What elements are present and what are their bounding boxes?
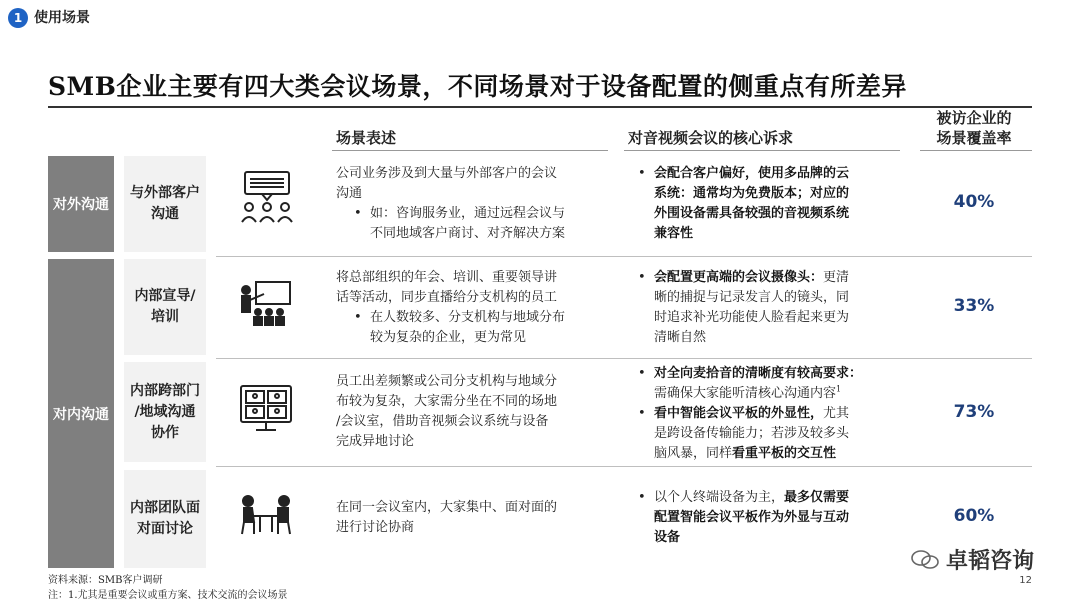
scene-name-line: 协作 [151, 424, 179, 441]
coverage-value: 73% [953, 402, 995, 422]
scene-description [336, 164, 612, 244]
face-to-face-meeting-icon [238, 494, 294, 538]
scene-name-line: 内部宣导/ [134, 288, 196, 304]
description-bullet-line: 较为复杂的企业，更为常见 [370, 330, 527, 345]
row-separator [216, 358, 1032, 359]
scene-name-line: 沟通 [151, 206, 179, 222]
scene-description [336, 268, 612, 348]
section-label: 使用场景 [34, 10, 90, 26]
requirement-text: 看中智能会议平板的外显性， [654, 406, 824, 421]
speech-bubble-group-icon [240, 170, 294, 226]
watermark [910, 544, 1034, 575]
requirement-text: 看重平板的交互性 [732, 446, 837, 461]
row-separator [216, 466, 1032, 467]
description-bullet [336, 204, 612, 244]
description-line: 员工出差频繁或公司分支机构与地域分 [336, 374, 558, 389]
header-requirement: 对音视频会议的核心诉求 [628, 129, 794, 147]
requirement-text: 时追求补光功能使人脸看起来更为 [654, 310, 850, 325]
scene-description [336, 372, 612, 452]
requirement-text: 系统：通常均为免费版本；对应的 [654, 186, 850, 201]
description-line: 公司业务涉及到大量与外部客户的会议 [336, 166, 558, 181]
requirement-item [628, 268, 898, 348]
requirement-text: 会配合客户偏好，使用多品牌的云 [654, 166, 850, 181]
wechat-icon [910, 548, 940, 572]
requirement-text: 兼容性 [654, 226, 694, 241]
scene-name-line: 内部跨部门 [130, 382, 200, 399]
requirement-item [628, 404, 898, 464]
group-external: 对外沟通 [48, 156, 114, 252]
requirement-text: 配置智能会议平板作为外显与互动 [654, 510, 850, 525]
group-internal: 对内沟通 [48, 259, 114, 568]
header-requirement-rule [624, 150, 900, 151]
requirement-text: 最多仅需要 [784, 490, 850, 505]
requirement-item [628, 364, 898, 404]
description-line: 沟通 [336, 186, 363, 201]
description-line: 进行讨论协商 [336, 520, 415, 535]
requirement-item [628, 164, 898, 244]
core-requirement [628, 164, 898, 244]
description-bullet-line: 在人数较多、分支机构与地域分布 [370, 310, 566, 325]
scene-name-cross-department [124, 362, 206, 462]
description-line: 布较为复杂，大家需分坐在不同的场地 [336, 394, 558, 409]
coverage-value: 33% [953, 296, 995, 316]
requirement-text: 设备 [654, 530, 681, 545]
requirement-text: 清晰自然 [654, 330, 707, 345]
header-coverage-line2: 场景覆盖率 [936, 129, 1012, 147]
description-bullet [336, 308, 612, 348]
watermark-text: 卓韬咨询 [946, 549, 1035, 574]
coverage-value: 60% [953, 506, 995, 526]
requirement-text: 以个人终端设备为主， [654, 490, 785, 505]
footer-source: 资料来源：SMB客户调研 [48, 575, 163, 586]
header-coverage [924, 108, 1024, 148]
requirement-text: 是跨设备传输能力；若涉及较多头 [654, 426, 850, 441]
requirement-text: 脑风暴，同样 [654, 446, 733, 461]
header-description-rule [332, 150, 608, 151]
scene-name-external-client [124, 156, 206, 252]
video-conference-screen-icon [238, 384, 294, 434]
title-underline [48, 106, 1032, 108]
scene-name-internal-training [124, 259, 206, 355]
requirement-text: 更清 [823, 270, 850, 285]
scene-name-line: 培训 [151, 309, 179, 325]
description-line: 将总部组织的年会、培训、重要领导讲 [336, 270, 558, 285]
description-bullet-line: 如：咨询服务业，通过远程会议与 [370, 206, 566, 221]
page-number: 12 [1019, 575, 1032, 586]
requirement-text: 尤其 [823, 406, 850, 421]
description-line: /会议室，借助音视频会议系统与设备 [336, 414, 549, 429]
section-number-badge: 1 [8, 8, 28, 28]
requirement-text: 晰的捕捉与记录发言人的镜头，同 [654, 290, 850, 305]
requirement-text: 需确保大家能听清核心沟通内容 [654, 386, 837, 401]
requirement-item [628, 488, 898, 548]
requirement-text: 外围设备需具备较强的音视频系统 [654, 206, 850, 221]
footnote-marker: 1 [836, 384, 842, 394]
scene-name-line: 对面讨论 [137, 521, 193, 537]
footer-note: 注：1.尤其是重要会议或重方案、技术交流的会议场景 [48, 590, 288, 601]
requirement-text: 会配置更高端的会议摄像头： [654, 270, 824, 285]
scene-name-line: /地域沟通 [134, 403, 196, 420]
description-bullet-line: 不同地域客户商讨、对齐解决方案 [370, 226, 566, 241]
core-requirement [628, 364, 898, 464]
scene-name-line: 与外部客户 [130, 185, 200, 201]
presentation-training-icon [238, 280, 294, 328]
scene-description [336, 498, 612, 538]
description-line: 完成异地讨论 [336, 434, 415, 449]
header-coverage-line1: 被访企业的 [936, 109, 1012, 127]
core-requirement [628, 488, 898, 548]
coverage-value: 40% [953, 192, 995, 212]
description-line: 在同一会议室内，大家集中、面对面的 [336, 500, 558, 515]
scene-name-line: 内部团队面 [130, 500, 200, 516]
header-coverage-rule [920, 150, 1032, 151]
header-description: 场景表述 [336, 129, 397, 147]
row-separator [216, 256, 1032, 257]
core-requirement [628, 268, 898, 348]
requirement-text: 对全向麦拾音的清晰度有较高要求： [654, 366, 863, 381]
description-line: 话等活动，同步直播给分支机构的员工 [336, 290, 558, 305]
scene-name-face-to-face [124, 470, 206, 568]
slide-title: SMB企业主要有四大类会议场景，不同场景对于设备配置的侧重点有所差异 [48, 72, 907, 101]
